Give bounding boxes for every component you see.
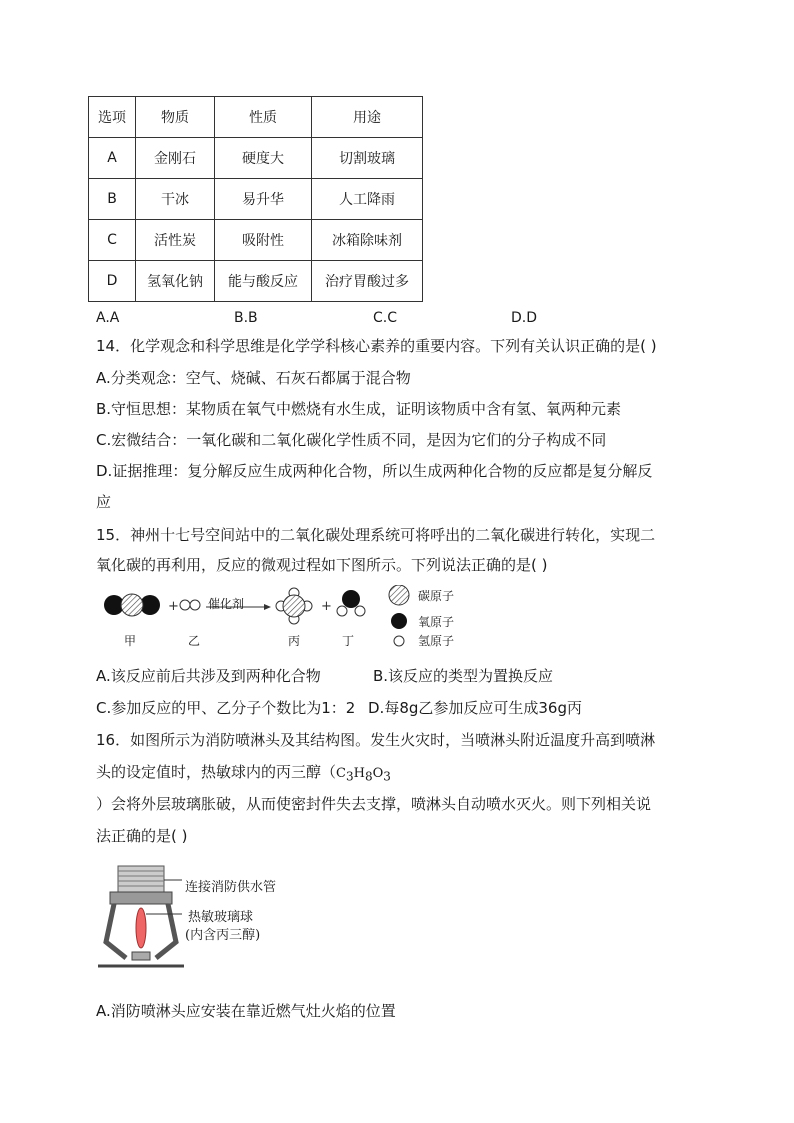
glycerol-formula: $C_3H_8O_3$ — [336, 766, 391, 784]
q14-option-a[interactable]: A.分类观念：空气、烧碱、石灰石都属于混合物 — [96, 369, 411, 387]
table-cell: 吸附性 — [215, 220, 312, 261]
table-cell: 金刚石 — [136, 138, 215, 179]
plus-sign: + — [168, 599, 179, 614]
q13-choice-c[interactable]: C.C — [373, 310, 398, 326]
table-cell: D — [89, 261, 136, 302]
h2-molecule — [180, 600, 200, 610]
table-cell: 能与酸反应 — [215, 261, 312, 302]
table-header-cell: 性质 — [215, 97, 312, 138]
q15-stem-line2: 氧化碳的再利用，反应的微观过程如下图所示。下列说法正确的是( ) — [96, 556, 548, 574]
table-cell: 活性炭 — [136, 220, 215, 261]
legend-hydrogen-label: 氢原子 — [418, 634, 455, 648]
table-cell: A — [89, 138, 136, 179]
q15-option-b[interactable]: B.该反应的类型为置换反应 — [373, 667, 554, 685]
molecule-label-ding: 丁 — [342, 634, 355, 648]
q13-choice-d[interactable]: D.D — [511, 310, 538, 326]
legend-carbon-icon — [389, 585, 409, 605]
plus-sign: + — [321, 599, 332, 614]
ch4-molecule — [276, 588, 312, 624]
figure-label-glycerol: (内含丙三醇) — [185, 928, 261, 943]
q13-choice-a[interactable]: A.A — [96, 310, 120, 326]
thread-icon — [118, 866, 164, 892]
co2-molecule — [104, 594, 160, 616]
table-row — [89, 220, 423, 261]
table-row — [89, 179, 423, 220]
legend-carbon-label: 碳原子 — [418, 589, 455, 603]
table-cell: 人工降雨 — [312, 179, 423, 220]
glass-bulb-icon — [136, 908, 146, 948]
table-cell: 易升华 — [215, 179, 312, 220]
table-cell: 冰箱除味剂 — [312, 220, 423, 261]
q15-option-a[interactable]: A.该反应前后共涉及到两种化合物 — [96, 667, 321, 685]
molecule-label-bing: 丙 — [288, 634, 301, 648]
q15-option-d[interactable]: D.每8g乙参加反应可生成36g丙 — [368, 699, 582, 717]
q16-stem-line4: 法正确的是( ) — [96, 827, 188, 845]
legend-oxygen-icon — [391, 613, 407, 629]
table-row — [89, 138, 423, 179]
catalyst-label: 催化剂 — [208, 597, 245, 611]
q16-option-a[interactable]: A.消防喷淋头应安装在靠近燃气灶火焰的位置 — [96, 1002, 396, 1020]
legend-hydrogen-icon — [394, 636, 404, 646]
q14-option-d[interactable]: D.证据推理：复分解反应生成两种化合物，所以生成两种化合物的反应都是复分解反 — [96, 462, 653, 480]
table-header-row — [89, 97, 423, 138]
table-cell: B — [89, 179, 136, 220]
q15-stem-line1: 15．神州十七号空间站中的二氧化碳处理系统可将呼出的二氧化碳进行转化，实现二 — [96, 526, 656, 544]
molecule-label-jia: 甲 — [124, 634, 137, 648]
q16-stem-line2-text: 头的设定值时，热敏球内的丙三醇（ — [96, 763, 337, 781]
molecule-label-yi: 乙 — [188, 634, 201, 648]
figure-label-bulb: 热敏玻璃球 — [188, 910, 254, 925]
q14-option-d-cont: 应 — [96, 493, 112, 511]
table-header-cell: 物质 — [136, 97, 215, 138]
q15-option-c[interactable]: C.参加反应的甲、乙分子个数比为1：2 — [96, 699, 356, 717]
table-cell: C — [89, 220, 136, 261]
q14-stem: 14．化学观念和科学思维是化学学科核心素养的重要内容。下列有关认识正确的是( ) — [96, 337, 657, 355]
table-header-cell: 用途 — [312, 97, 423, 138]
options-table — [88, 96, 423, 302]
table-cell: 硬度大 — [215, 138, 312, 179]
sprinkler-figure — [96, 862, 186, 974]
q13-choice-b[interactable]: B.B — [234, 310, 258, 326]
q16-stem-line1: 16．如图所示为消防喷淋头及其结构图。发生火灾时，当喷淋头附近温度升高到喷淋 — [96, 731, 656, 749]
q14-option-c[interactable]: C.宏微结合：一氧化碳和二氧化碳化学性质不同，是因为它们的分子构成不同 — [96, 431, 607, 449]
figure-label-pipe: 连接消防供水管 — [185, 880, 277, 895]
q16-stem-line3: ）会将外层玻璃胀破，从而使密封件失去支撑，喷淋头自动喷水灭火。则下列相关说 — [96, 795, 652, 813]
table-cell: 氢氧化钠 — [136, 261, 215, 302]
legend-oxygen-label: 氧原子 — [418, 615, 455, 629]
table-row — [89, 261, 423, 302]
q14-option-b[interactable]: B.守恒思想：某物质在氧气中燃烧有水生成，证明该物质中含有氢、氧两种元素 — [96, 400, 622, 418]
table-cell: 治疗胃酸过多 — [312, 261, 423, 302]
q16-stem-line2 — [96, 762, 391, 787]
table-header-cell: 选项 — [89, 97, 136, 138]
h2o-molecule — [337, 590, 365, 616]
table-cell: 干冰 — [136, 179, 215, 220]
table-cell: 切割玻璃 — [312, 138, 423, 179]
